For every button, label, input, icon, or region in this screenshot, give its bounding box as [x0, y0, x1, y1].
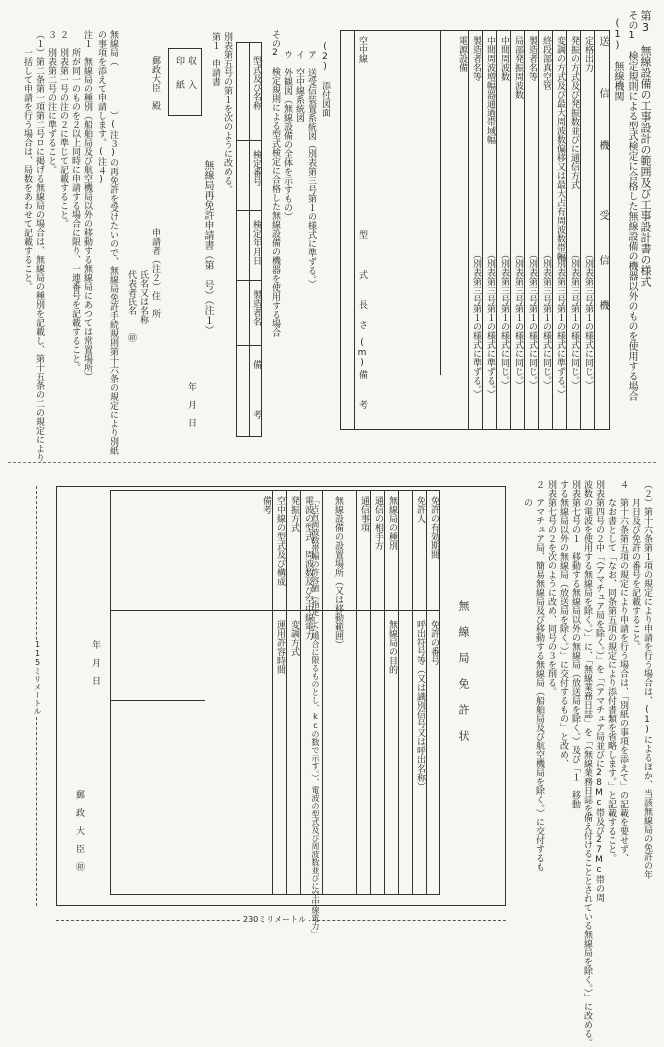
license-field: 変調方式	[289, 620, 299, 656]
row-label: 製造者名等	[527, 36, 537, 81]
antenna-hdr-4: さ	[357, 320, 367, 329]
row-label: 局部発振周波数	[513, 36, 523, 99]
antenna-hdr-5: (m)	[357, 338, 367, 368]
bnote-line: 月日及び免許の番号を記載すること。	[630, 480, 640, 651]
row-label: 中間周波数	[499, 36, 509, 81]
freq-note: 「占有周波数帯幅の許容値（指定した場合に限るものとし、kcの数で示す。）、電波の型式及び周波数並びに空中線電力」	[311, 496, 320, 938]
section-heading: 第3 無線設備の工事設計の範囲及び工事設計書の様式	[639, 10, 652, 287]
row-value: （別表第三号第１の様式に準ずる。）	[555, 250, 565, 399]
addressee: 郵政大臣 殿	[150, 56, 160, 110]
row-value: （別表第三号第１の様式に同じ。）	[569, 250, 579, 390]
antenna-hdr-2: 式	[357, 270, 367, 279]
note-line: 注１ 無線局の種別（船舶局及び航空機局以外の移動する無線局にあつては常置場所）	[82, 30, 92, 381]
row-label: 発振の方式及び発振数並びに通信方式	[569, 36, 579, 189]
row-value: （別表第三号第１の様式に同じ。）	[527, 250, 537, 390]
license-field: 発振方式	[289, 496, 299, 532]
license-field: 無線局の種別	[387, 496, 397, 550]
category-receiver-3: 機	[597, 300, 608, 310]
stamp-char: 収	[186, 56, 196, 65]
bnote-line: 別表第四号の２中「（アマチュア局を除く。）」を「（アマチュア局並びに28Mc帯及び27Mc帯の周	[594, 480, 604, 902]
row-value: （別表第三号第１の様式に同じ。）	[583, 250, 593, 390]
row-label: 変調の方式及び最大周波数偏移又は最大占有周波数帯幅	[555, 36, 565, 261]
row-label: 定格出力	[583, 36, 593, 72]
category-transmitter-1: 送	[597, 36, 608, 46]
note-line: ３ 別表第二号の注に準ずること。	[46, 30, 56, 174]
attach-item: ウ 外観図（無線設備の全体を示すもの）	[282, 50, 292, 221]
width-dimension-label: 230ミリメートル	[240, 914, 309, 925]
bnote-line: の	[522, 480, 532, 507]
subsection-label: (1) 無線機関	[612, 18, 623, 101]
license-field: 無線設備の設置場所（又は移動範囲）	[333, 496, 343, 649]
row-label: 製造者名等	[471, 36, 481, 81]
applicant-address: 申請者（注２）住 所	[150, 228, 160, 318]
note-line: 所が同一のものを２以上同時に申請する場合に限り、一連番号を記載すること。	[70, 30, 80, 372]
row-value: （別表第三号第１の様式に同じ。）	[499, 250, 509, 390]
license-field: 無線局の目的	[387, 620, 397, 674]
stamp-char: 入	[186, 80, 196, 89]
t2-hdr-note1: 備	[251, 360, 261, 369]
application-title: 無線局再免許申請書（第 号）（注１）	[202, 160, 213, 335]
license-field: 通信事項	[359, 496, 369, 532]
license-issuer: 郵 政 大 臣 ㊞	[74, 790, 84, 871]
bnote-line: 別表第七号の１ 移動する無線局以外の無線局（放送局を除く。）及び「１ 移動	[570, 480, 580, 809]
row-value: （別表第三号第１の様式に準ずる。）	[471, 250, 481, 399]
row-value: （別表第三号第１の様式に準ずる。）	[485, 250, 495, 399]
t2-hdr-date: 検定年月日	[251, 220, 261, 265]
antenna-hdr-7: 考	[357, 400, 367, 409]
license-field: 運用許容時間	[275, 620, 285, 674]
amend-note: 別表第五号の第１を次のように改める。	[222, 32, 232, 194]
note-line: 一括して申請を行う場合は、局数をあわせて記載すること。	[22, 30, 32, 291]
attach-item: ア 送受信装置系統図（別表第三号第１の様式に準ずる。）	[306, 50, 316, 289]
bnote-line: する無線局以外の無線局（放送局を除く。）」に交付するもの」と改め、	[558, 480, 568, 768]
row-value: （別表第三号第１の様式に同じ。）	[513, 250, 523, 390]
attach-part2: その2 検定規則による型式検定に合格した無線設備の機器を使用する場合	[270, 30, 280, 337]
note-line: ２ 別表第一号の注の２に準じて記載すること。	[58, 30, 68, 228]
t2-hdr-note2: 考	[251, 410, 261, 419]
category-antenna: 空中線	[357, 36, 367, 63]
t2-hdr-number: 検定番号	[251, 150, 261, 186]
application-date: 年 月 日	[186, 382, 196, 427]
applicant-name: 氏名又は名称	[138, 270, 148, 324]
license-date: 年 月 日	[90, 640, 100, 685]
applicant-rep: 代表者氏名 ㊞	[126, 270, 136, 342]
bnote-line: 波数の電波を使用する無線局を除く。）」に、「無線業務日誌」を「（無線業務日誌を備え付けることとされている無線局を除く。）」に改める。	[582, 480, 592, 1047]
section-subheading: その1 検定規則による型式検定に合格した無線設備の機器以外のものを使用する場合	[626, 10, 637, 401]
bnote-line: 別表第七号の２を次のように改め、同号の３を削る。	[546, 480, 556, 696]
license-field: 免許の番号	[429, 620, 439, 665]
row-label: 中間周波増幅器通過帯域幅	[485, 36, 495, 144]
license-title: 無 線 局 免 許 状	[457, 600, 470, 743]
form-label: 第１ 申請書	[210, 32, 220, 86]
category-transmitter-3: 機	[597, 140, 608, 150]
page-divider	[8, 462, 656, 463]
bnote-line: なお書として「なお、同条第五項の規定により添付書類を省略します。」と記載すること。	[606, 480, 616, 863]
license-field: 備考	[261, 496, 271, 514]
row-label: 終段部真空管	[541, 36, 551, 90]
t2-hdr-maker: 製造者名	[251, 290, 261, 326]
stamp-char: 印	[174, 56, 184, 65]
license-field: 空中線の型式及び構成	[275, 496, 285, 586]
antenna-hdr-3: 長	[357, 300, 367, 309]
bnote-line: ４ 第十六条第五項の規定により申請を行う場合は、「別紙の事項を添えて」の記載を要せず、	[618, 480, 628, 863]
height-dimension-label: 115ミリメートル	[33, 640, 42, 715]
t2-hdr-name: 型式及び名称	[251, 56, 261, 110]
category-receiver-1: 受	[597, 210, 608, 220]
license-field: 呼出符号等（又は識別信号又は呼出名称）	[415, 620, 425, 791]
antenna-hdr-6: 備	[357, 370, 367, 379]
license-field: 電波の型式、周波数及び空中線電力	[303, 496, 313, 640]
category-transmitter-2: 信	[597, 88, 608, 98]
license-field: 免許の有効期間	[429, 496, 439, 559]
category-power: 電源設備	[457, 36, 467, 72]
attach-item: イ 空中線系統図	[294, 50, 304, 122]
category-receiver-2: 信	[597, 255, 608, 265]
bnote-line: （２）第十六条第１項の規定により申請を行う場合は、(1)によるほか、当該無線局の免許の年	[642, 480, 652, 879]
row-value: （別表第三号第１の様式に同じ。）	[541, 250, 551, 390]
body-line: の事項を添えて申請します。(注４)	[96, 30, 106, 185]
license-field: 免許人	[415, 496, 425, 523]
stamp-char: 紙	[174, 80, 184, 89]
license-field: 通信の相手方	[373, 496, 383, 550]
attach-heading: (2) 添付図面	[320, 42, 330, 117]
body-line: 無線局（ ）(注３)の再免許を受けたいので、無線局免許手続規則第十六条の規定により別紙	[108, 30, 118, 455]
note-line: （１）第二条第一項第二号ロに掲げる無線局の場合は、無線局の種別を記載し、第十五条の二の規定により	[34, 30, 44, 462]
antenna-hdr-1: 型	[357, 230, 367, 239]
bnote-line: ２ アマチュア局、簡易無線局及び移動する無線局（船舶局及び航空機局を除く。）に交付するも	[534, 480, 544, 872]
